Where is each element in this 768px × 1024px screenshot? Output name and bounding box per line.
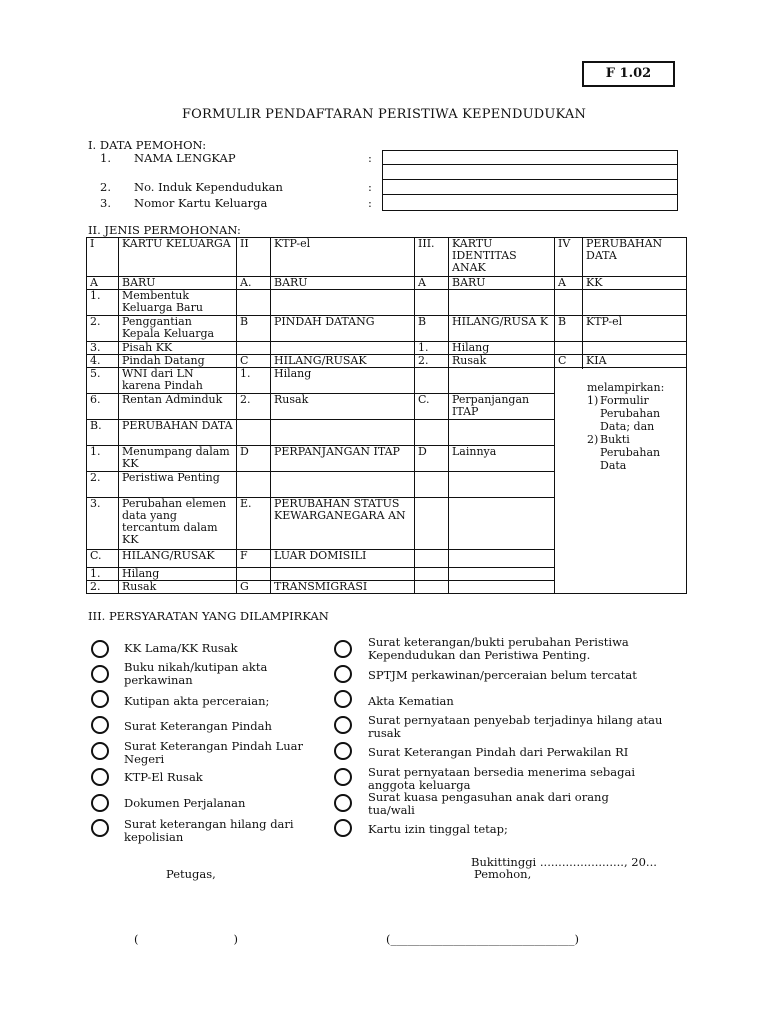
- table-cell: A: [415, 277, 449, 290]
- field-colon-name: :: [368, 151, 372, 165]
- table-cell: Menumpang dalam KK: [119, 446, 237, 472]
- table-cell: 6.: [87, 394, 119, 420]
- table-cell: [449, 420, 555, 446]
- requirement-label: Surat pernyataan bersedia menerima sebagai anggota keluarga: [368, 765, 635, 792]
- table-cell: B: [237, 316, 271, 342]
- table-cell: II: [237, 238, 271, 277]
- checkbox-kk-lama[interactable]: [91, 640, 109, 658]
- form-title: FORMULIR PENDAFTARAN PERISTIWA KEPENDUDUKAN: [181, 107, 587, 122]
- table-cell: B.: [87, 420, 119, 446]
- table-row: [87, 238, 687, 277]
- attachment-text: Bukti Perubahan Data: [600, 433, 661, 472]
- attachment-note-cell: [555, 368, 687, 594]
- table-cell: [415, 550, 449, 568]
- attachment-intro: melampirkan:: [587, 381, 665, 394]
- table-cell: [555, 290, 583, 316]
- table-cell: [415, 581, 449, 594]
- checkbox-surat-pindah[interactable]: [91, 716, 109, 734]
- requirement-label: Dokumen Perjalanan: [124, 796, 246, 810]
- table-cell: F: [237, 550, 271, 568]
- field-num-nik: 2.: [100, 180, 111, 194]
- checkbox-izin-tinggal[interactable]: [334, 819, 352, 837]
- table-cell: Hilang: [271, 368, 415, 394]
- table-cell: 3.: [87, 342, 119, 355]
- requirement-label: Akta Kematian: [368, 694, 454, 708]
- table-cell: D: [415, 446, 449, 472]
- table-cell: C.: [87, 550, 119, 568]
- checkbox-surat-hilang[interactable]: [91, 819, 109, 837]
- table-cell: [415, 568, 449, 581]
- table-cell: [583, 342, 687, 355]
- table-cell: B: [555, 316, 583, 342]
- requirement-label: Kartu izin tinggal tetap;: [368, 822, 508, 836]
- nik-field[interactable]: [382, 179, 678, 195]
- attachment-item: [587, 394, 683, 433]
- table-cell: [555, 342, 583, 355]
- field-num-name: 1.: [100, 151, 111, 165]
- requirement-label: Surat pernyataan penyebab terjadinya hilang atau rusak: [368, 713, 663, 740]
- table-cell: [449, 472, 555, 498]
- table-cell: TRANSMIGRASI: [271, 581, 415, 594]
- table-cell: 3.: [87, 498, 119, 550]
- requirement-label: Surat Keterangan Pindah Luar Negeri: [124, 739, 303, 766]
- table-cell: Hilang: [449, 342, 555, 355]
- table-cell: [237, 420, 271, 446]
- table-row: [87, 342, 687, 355]
- table-cell: Pisah KK: [119, 342, 237, 355]
- table-cell: Perubahan elemen data yang tercantum dalam KK: [119, 498, 237, 550]
- table-cell: KTP-el: [583, 316, 687, 342]
- form-code-box: F 1.02: [582, 61, 675, 87]
- table-cell: C.: [415, 394, 449, 420]
- table-cell: A: [555, 277, 583, 290]
- table-cell: [237, 342, 271, 355]
- request-type-table: [86, 237, 687, 594]
- table-cell: Rusak: [119, 581, 237, 594]
- table-row: [87, 355, 687, 368]
- table-cell: Peristiwa Penting: [119, 472, 237, 498]
- table-cell: [271, 472, 415, 498]
- table-cell: HILANG/RUSA K: [449, 316, 555, 342]
- requirement-label: Surat keterangan hilang dari kepolisian: [124, 817, 294, 844]
- officer-signature-line[interactable]: ( ): [134, 932, 239, 946]
- checkbox-akta-perceraian[interactable]: [91, 690, 109, 708]
- kk-number-field[interactable]: [382, 194, 678, 211]
- table-cell: D: [237, 446, 271, 472]
- attachment-note: [587, 381, 683, 472]
- checkbox-sptjm[interactable]: [334, 665, 352, 683]
- checkbox-bukti-perubahan[interactable]: [334, 640, 352, 658]
- table-row: [87, 368, 687, 394]
- table-cell: 4.: [87, 355, 119, 368]
- table-cell: [415, 368, 449, 394]
- section3-heading: III. PERSYARATAN YANG DILAMPIRKAN: [88, 609, 329, 623]
- applicant-signature-line[interactable]: (________________________________): [386, 932, 579, 946]
- section1-heading: I. DATA PEMOHON:: [88, 138, 207, 152]
- table-cell: 1.: [87, 290, 119, 316]
- table-cell: Rusak: [271, 394, 415, 420]
- table-cell: [271, 568, 415, 581]
- checkbox-kuasa-pengasuhan[interactable]: [334, 794, 352, 812]
- table-cell: III.: [415, 238, 449, 277]
- table-cell: 1.: [415, 342, 449, 355]
- table-cell: LUAR DOMISILI: [271, 550, 415, 568]
- table-row: [87, 316, 687, 342]
- table-cell: C: [555, 355, 583, 368]
- table-cell: 2.: [415, 355, 449, 368]
- table-cell: Lainnya: [449, 446, 555, 472]
- table-cell: Hilang: [119, 568, 237, 581]
- table-cell: Rentan Adminduk: [119, 394, 237, 420]
- table-cell: Rusak: [449, 355, 555, 368]
- name-field-line2[interactable]: [382, 164, 678, 180]
- table-cell: [271, 342, 415, 355]
- table-cell: G: [237, 581, 271, 594]
- table-cell: HILANG/RUSAK: [119, 550, 237, 568]
- checkbox-pernyataan-hilang[interactable]: [334, 716, 352, 734]
- field-num-kk: 3.: [100, 196, 111, 210]
- table-cell: [237, 290, 271, 316]
- table-cell: [237, 568, 271, 581]
- table-cell: [449, 368, 555, 394]
- place-date: Bukittinggi ......................., 20...: [471, 855, 657, 869]
- field-colon-kk: :: [368, 196, 372, 210]
- table-cell: BARU: [271, 277, 415, 290]
- table-cell: PERUBAHAN DATA: [583, 238, 687, 277]
- table-cell: [415, 290, 449, 316]
- table-cell: WNI dari LN karena Pindah: [119, 368, 237, 394]
- requirement-label: SPTJM perkawinan/perceraian belum tercatat: [368, 668, 637, 682]
- requirement-label: Surat Keterangan Pindah: [124, 719, 272, 733]
- table-cell: PERUBAHAN STATUS KEWARGANEGARA AN: [271, 498, 415, 550]
- table-cell: BARU: [449, 277, 555, 290]
- table-cell: KARTU IDENTITAS ANAK: [449, 238, 555, 277]
- table-cell: PERPANJANGAN ITAP: [271, 446, 415, 472]
- table-cell: 1.: [87, 568, 119, 581]
- field-colon-nik: :: [368, 180, 372, 194]
- requirement-label: Surat Keterangan Pindah dari Perwakilan RI: [368, 745, 629, 759]
- section2-heading: II. JENIS PERMOHONAN:: [88, 223, 241, 237]
- table-cell: [449, 290, 555, 316]
- table-cell: KTP-el: [271, 238, 415, 277]
- table-cell: Perpanjangan ITAP: [449, 394, 555, 420]
- checkbox-dokumen-perjalanan[interactable]: [91, 794, 109, 812]
- table-cell: I: [87, 238, 119, 277]
- table-cell: 2.: [237, 394, 271, 420]
- table-cell: HILANG/RUSAK: [271, 355, 415, 368]
- attachment-text: Formulir Perubahan Data; dan: [600, 394, 661, 433]
- table-cell: 2.: [87, 581, 119, 594]
- table-cell: 1.: [237, 368, 271, 394]
- field-label-kk: Nomor Kartu Keluarga: [134, 196, 268, 210]
- table-row: [87, 290, 687, 316]
- table-cell: [583, 290, 687, 316]
- table-cell: IV: [555, 238, 583, 277]
- table-cell: A: [87, 277, 119, 290]
- table-cell: PERUBAHAN DATA: [119, 420, 237, 446]
- column-divider: [555, 368, 584, 370]
- requirement-label: KTP-El Rusak: [124, 770, 203, 784]
- table-cell: [271, 420, 415, 446]
- table-cell: [237, 472, 271, 498]
- table-cell: C: [237, 355, 271, 368]
- table-cell: 2.: [87, 316, 119, 342]
- officer-label: Petugas,: [166, 867, 216, 881]
- checkbox-buku-nikah[interactable]: [91, 665, 109, 683]
- attachment-item: [587, 433, 683, 472]
- field-label-nik: No. Induk Kependudukan: [134, 180, 283, 194]
- table-cell: [449, 568, 555, 581]
- checkbox-akta-kematian[interactable]: [334, 690, 352, 708]
- table-cell: [449, 498, 555, 550]
- table-cell: Penggantian Kepala Keluarga: [119, 316, 237, 342]
- table-cell: KK: [583, 277, 687, 290]
- table-cell: [415, 498, 449, 550]
- checkbox-pernyataan-anggota[interactable]: [334, 768, 352, 786]
- table-cell: BARU: [119, 277, 237, 290]
- table-cell: KIA: [583, 355, 687, 368]
- table-cell: E.: [237, 498, 271, 550]
- attachment-num: 2): [587, 433, 599, 446]
- applicant-label: Pemohon,: [474, 867, 532, 881]
- requirement-label: Surat kuasa pengasuhan anak dari orang tua/wali: [368, 790, 609, 817]
- table-cell: Pindah Datang: [119, 355, 237, 368]
- table-cell: Membentuk Keluarga Baru: [119, 290, 237, 316]
- checkbox-ktp-rusak[interactable]: [91, 768, 109, 786]
- table-cell: KARTU KELUARGA: [119, 238, 237, 277]
- checkbox-surat-pindah-ln[interactable]: [91, 742, 109, 760]
- requirement-label: Buku nikah/kutipan akta perkawinan: [124, 660, 268, 687]
- table-cell: [449, 581, 555, 594]
- table-cell: [415, 420, 449, 446]
- table-cell: [449, 550, 555, 568]
- table-cell: PINDAH DATANG: [271, 316, 415, 342]
- table-cell: A.: [237, 277, 271, 290]
- table-row: [87, 277, 687, 290]
- table-cell: [415, 472, 449, 498]
- field-label-name: NAMA LENGKAP: [134, 151, 236, 165]
- table-cell: [271, 290, 415, 316]
- requirement-label: KK Lama/KK Rusak: [124, 641, 238, 655]
- checkbox-pindah-perwakilan[interactable]: [334, 742, 352, 760]
- table-cell: 2.: [87, 472, 119, 498]
- requirement-label: Surat keterangan/bukti perubahan Peristiwa Kependudukan dan Peristiwa Penting.: [368, 635, 629, 662]
- table-cell: 1.: [87, 446, 119, 472]
- requirement-label: Kutipan akta perceraian;: [124, 694, 270, 708]
- table-cell: 5.: [87, 368, 119, 394]
- name-field-line1[interactable]: [382, 150, 678, 165]
- attachment-num: 1): [587, 394, 599, 407]
- table-cell: B: [415, 316, 449, 342]
